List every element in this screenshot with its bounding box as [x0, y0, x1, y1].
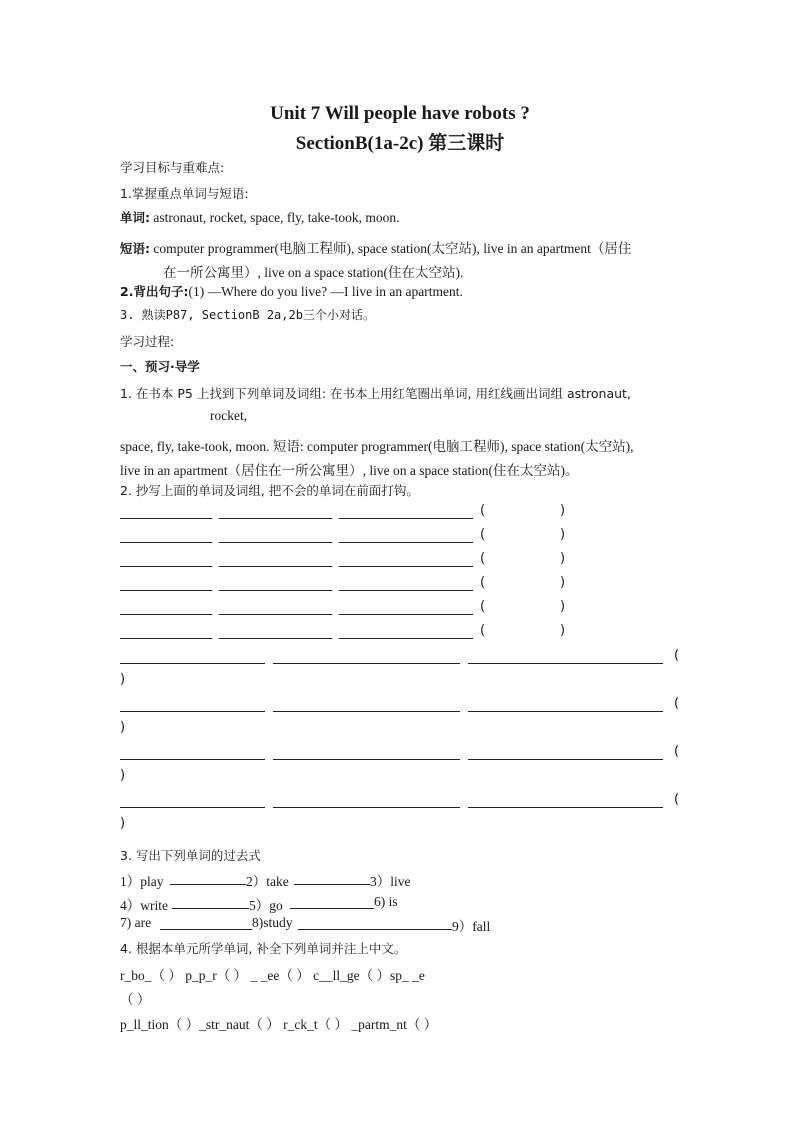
paren-open: (	[480, 551, 486, 566]
paren-close: )	[120, 720, 126, 735]
paren-open: (	[480, 599, 486, 614]
past-tense-item: 8)study	[252, 915, 293, 930]
answer-blank[interactable]	[298, 929, 452, 930]
goal-item-3: 3. 熟读P87, SectionB 2a,2b三个小对话。	[120, 308, 375, 322]
answer-blank[interactable]	[172, 908, 249, 909]
blank-line[interactable]	[273, 711, 460, 712]
blank-line[interactable]	[273, 759, 460, 760]
blank-line[interactable]	[468, 711, 663, 712]
paren-open: (	[674, 792, 680, 807]
blank-line[interactable]	[120, 542, 212, 543]
goal-words	[120, 208, 400, 226]
fill-row-1: r_bo_（ ） p_p_r（ ） _ _ee（ ） c__ll_ge（ ）sp_ _e	[120, 968, 425, 983]
paren-close: )	[120, 816, 126, 831]
blank-line[interactable]	[219, 518, 332, 519]
paren-close: )	[560, 599, 566, 614]
blank-line[interactable]	[120, 590, 212, 591]
answer-blank[interactable]	[170, 884, 246, 885]
answer-blank[interactable]	[294, 884, 370, 885]
blank-line[interactable]	[219, 542, 332, 543]
past-tense-item: 2）take	[246, 874, 289, 889]
words-list: astronaut, rocket, space, fly, take-took, moon.	[150, 210, 400, 225]
blank-line[interactable]	[273, 807, 460, 808]
blank-line[interactable]	[468, 663, 663, 664]
sentences-label: 2.背出句子:	[120, 284, 189, 299]
q2-instruction: 2. 抄写上面的单词及词组, 把不会的单词在前面打钩。	[120, 483, 419, 498]
past-tense-item: 5）go	[249, 898, 283, 913]
process-heading: 学习过程:	[120, 334, 175, 349]
past-tense-item: 3）live	[370, 874, 411, 889]
section-1-heading: 一、预习·导学	[120, 359, 200, 374]
blank-line[interactable]	[120, 759, 265, 760]
fill-row-1-cont: （ ）	[120, 992, 151, 1007]
blank-line[interactable]	[339, 542, 473, 543]
blank-line[interactable]	[120, 518, 212, 519]
paren-open: (	[674, 696, 680, 711]
paren-open: (	[480, 575, 486, 590]
past-tense-item: 1）play	[120, 874, 164, 889]
blank-line[interactable]	[339, 638, 473, 639]
phrases-label: 短语:	[120, 241, 150, 256]
blank-line[interactable]	[219, 590, 332, 591]
blank-line[interactable]	[219, 566, 332, 567]
blank-line[interactable]	[339, 518, 473, 519]
goal-phrases	[120, 237, 631, 257]
fill-heading: 4. 根据本单元所学单词, 补全下列单词并注上中文。	[120, 941, 407, 956]
paren-close: )	[560, 503, 566, 518]
past-tense-heading: 3. 写出下列单词的过去式	[120, 848, 261, 863]
paren-close: )	[560, 575, 566, 590]
q1-line-2: rocket,	[210, 408, 248, 423]
paren-close: )	[120, 768, 126, 783]
blank-line[interactable]	[468, 807, 663, 808]
past-tense-item: 4）write	[120, 898, 168, 913]
page-subtitle: SectionB(1a-2c) 第三课时	[295, 133, 505, 154]
past-tense-item: 7) are	[120, 915, 152, 930]
past-tense-item: 6) is	[374, 894, 398, 909]
blank-line[interactable]	[120, 614, 212, 615]
blank-line[interactable]	[219, 638, 332, 639]
words-label: 单词:	[120, 210, 150, 225]
blank-line[interactable]	[120, 638, 212, 639]
blank-line[interactable]	[120, 566, 212, 567]
goal-item-1: 1.掌握重点单词与短语:	[120, 186, 249, 201]
q1-line-4: live in an apartment（居住在一所公寓里）, live on a space station(住在太空站)。	[120, 463, 579, 478]
paren-close: )	[560, 623, 566, 638]
blank-line[interactable]	[120, 711, 265, 712]
fill-row-2: p_ll_tion（ ）_str_naut（ ） r_ck_t（ ） _partm_nt（ ）	[120, 1017, 438, 1032]
paren-open: (	[480, 623, 486, 638]
blank-line[interactable]	[120, 807, 265, 808]
q1-line-3: space, fly, take-took, moon. 短语: computer programmer(电脑工程师), space station(太空站),	[120, 439, 634, 454]
paren-open: (	[674, 648, 680, 663]
page-title: Unit 7 Will people have robots ?	[270, 103, 530, 124]
blank-line[interactable]	[219, 614, 332, 615]
q1-line-1: 1. 在书本 P5 上找到下列单词及词组: 在书本上用红笔圈出单词, 用红线画出词组 astronaut,	[120, 386, 631, 401]
blank-line[interactable]	[273, 663, 460, 664]
blank-line[interactable]	[339, 566, 473, 567]
paren-close: )	[560, 527, 566, 542]
paren-open: (	[480, 527, 486, 542]
paren-open: (	[480, 503, 486, 518]
sentences-text: (1) —Where do you live? —I live in an apartment.	[188, 284, 463, 299]
answer-blank[interactable]	[290, 908, 374, 909]
answer-blank[interactable]	[160, 929, 252, 930]
blank-line[interactable]	[339, 590, 473, 591]
paren-close: )	[560, 551, 566, 566]
goal-sentences	[120, 282, 463, 300]
blank-line[interactable]	[468, 759, 663, 760]
paren-close: )	[120, 672, 126, 687]
blank-line[interactable]	[339, 614, 473, 615]
past-tense-item: 9）fall	[452, 919, 491, 934]
phrases-line-2: 在一所公寓里）, live on a space station(住在太空站).	[163, 265, 464, 280]
blank-line[interactable]	[120, 663, 265, 664]
paren-open: (	[674, 744, 680, 759]
goals-heading: 学习目标与重难点:	[120, 160, 225, 175]
phrases-line-1: computer programmer(电脑工程师), space station(太空站), live in an apartment（居住	[150, 241, 632, 256]
